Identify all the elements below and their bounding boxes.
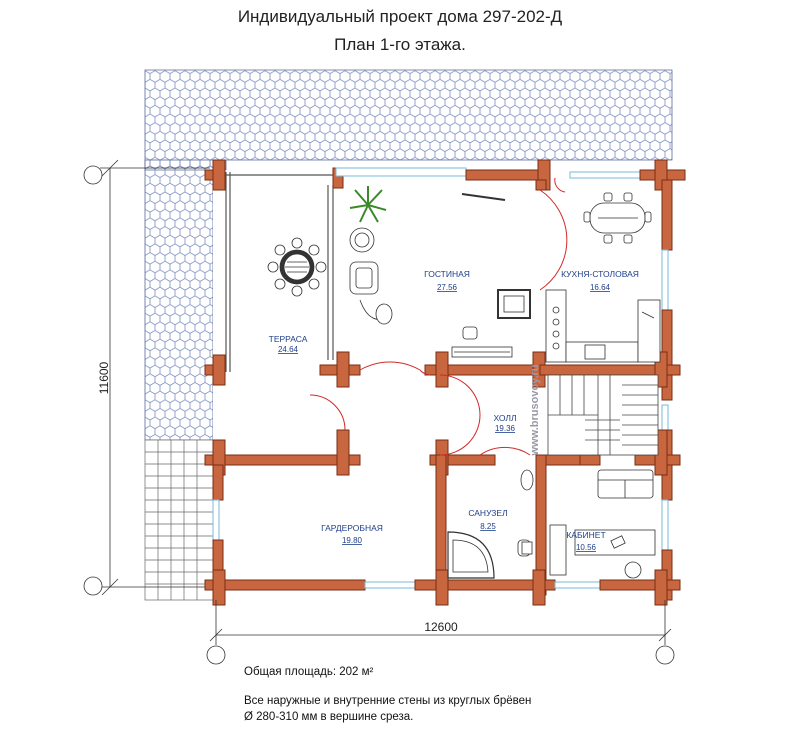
room-area-wardrobe: 19.80 <box>341 536 363 545</box>
room-label-kitchen: КУХНЯ-СТОЛОВАЯ <box>561 269 639 279</box>
total-area: Общая площадь: 202 м² <box>244 666 374 678</box>
wall-note-line-2: Ø 280-310 мм в вершине среза. <box>244 711 414 723</box>
watermark: www.brusovoy.ru <box>529 364 541 456</box>
staircase <box>548 375 658 455</box>
room-label-study: КАБИНЕТ <box>566 530 606 540</box>
room-label-wardrobe: ГАРДЕРОБНАЯ <box>321 523 383 533</box>
room-label-hall: ХОЛЛ <box>493 413 517 423</box>
room-label-terrace: ТЕРРАСА <box>268 334 308 344</box>
room-area-hall: 19.36 <box>494 424 516 433</box>
room-area-bathroom: 8.25 <box>480 522 496 531</box>
height-dimension: 11600 <box>97 361 111 395</box>
room-area-kitchen: 16.64 <box>589 283 611 292</box>
width-dimension: 12600 <box>424 620 458 634</box>
floor-plan-title: План 1-го этажа. <box>334 35 466 54</box>
project-title: Индивидуальный проект дома 297-202-Д <box>237 7 563 26</box>
wall-note-line-1: Все наружные и внутренние стены из круглых брёвен <box>244 695 532 707</box>
room-label-bathroom: САНУЗЕЛ <box>468 508 508 518</box>
entrance-steps <box>145 440 213 600</box>
room-label-living: ГОСТИНАЯ <box>424 269 470 279</box>
room-area-terrace: 24.64 <box>277 345 299 354</box>
room-area-study: 10.56 <box>575 543 597 552</box>
room-area-living: 27.56 <box>436 283 458 292</box>
